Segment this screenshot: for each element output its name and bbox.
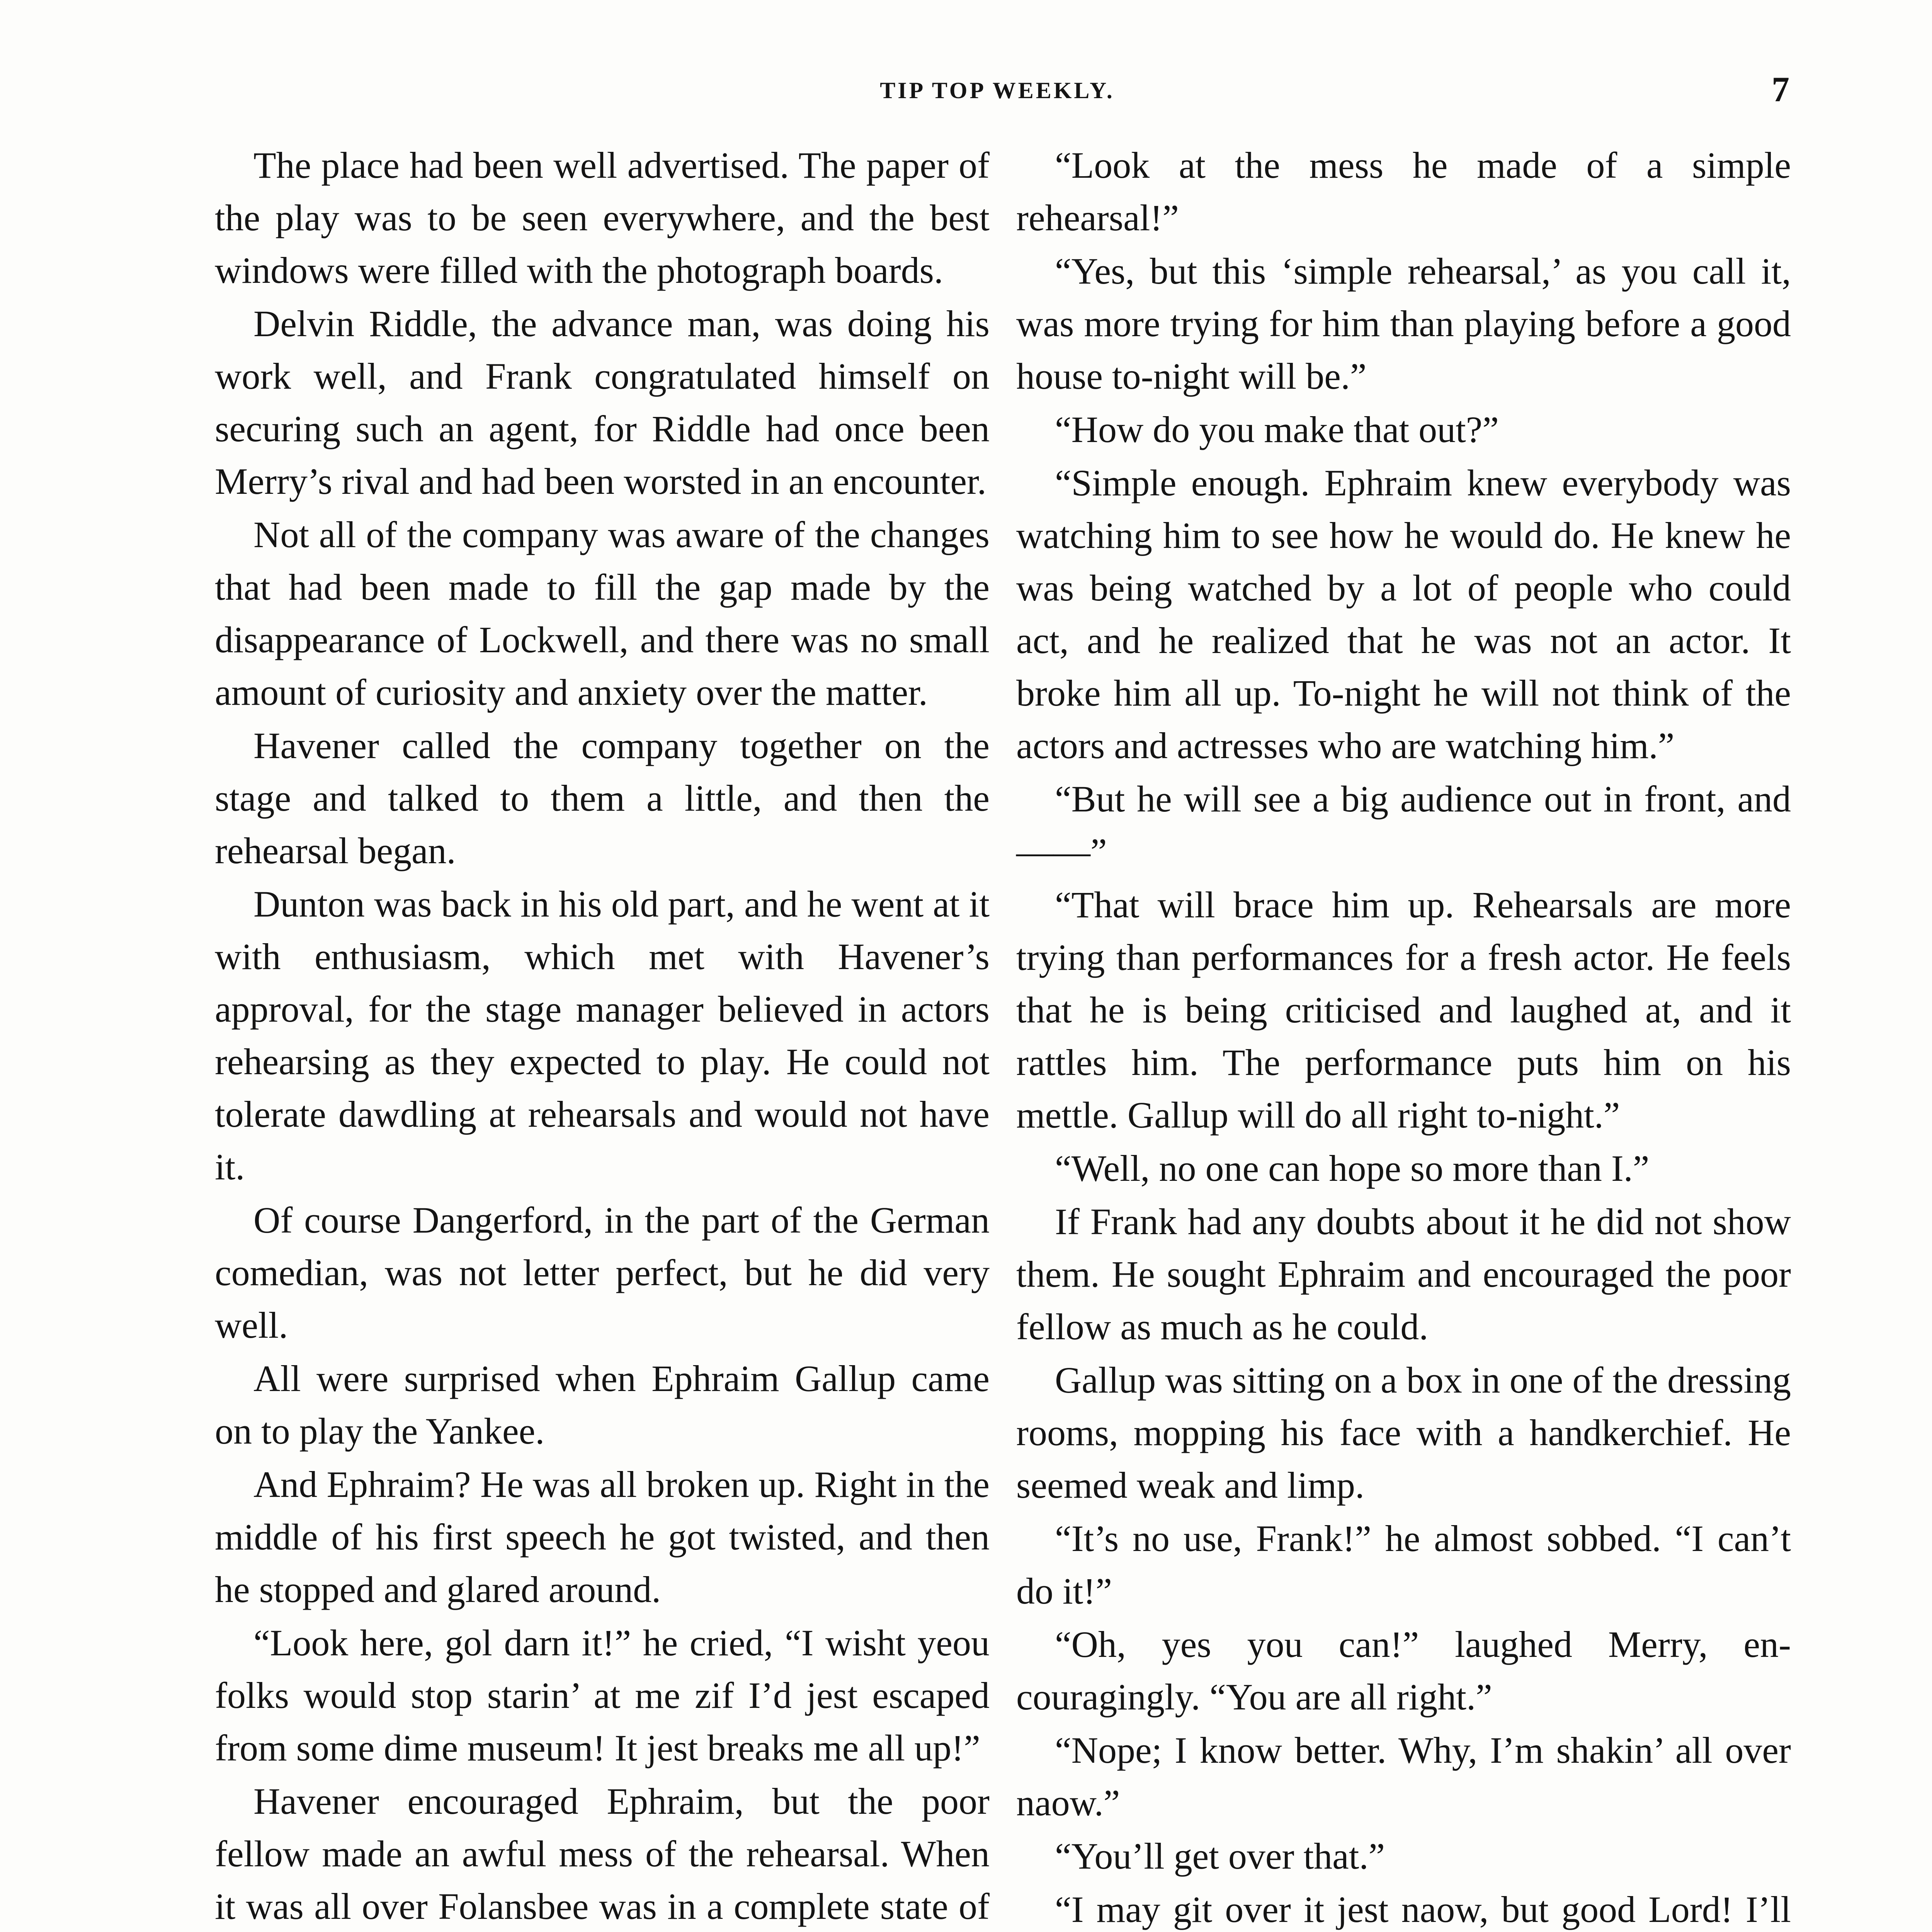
left-column xyxy=(215,139,990,1932)
running-head: TIP TOP WEEKLY. xyxy=(880,78,1115,103)
right-column xyxy=(1016,139,1791,1932)
paragraph: Of course Dangerford, in the part of the German comedian, was not letter perfect, but he did very well. xyxy=(215,1199,990,1346)
paragraph: “That will brace him up. Rehearsals are more trying than performances for a fresh actor. He feels that he is being criticised and laughed at, and it rattles him. The performance puts him on his mettle. Gallup will do all right to-night.” xyxy=(1016,884,1791,1136)
paragraph: “Well, no one can hope so more than I.” xyxy=(1055,1148,1650,1189)
paragraph: “Look here, gol darn it!” he cried, “I wisht yeou folks would stop starin’ at me zif I’d jest escaped from some dime museum! It jest breaks me all up!” xyxy=(215,1622,990,1769)
paragraph: “Oh, yes you can!” laughed Merry, encouragingly. “You are all right.” xyxy=(1016,1624,1791,1718)
paragraph: “But he will see a big audience out in front, and——” xyxy=(1016,778,1791,872)
paragraph: “I may git over it jest naow, but good Lord! I’ll xyxy=(1055,1889,1791,1930)
paragraph: The place had been well advertised. The paper of the play was to be seen everywhere, and the best windows were filled with the photograph boards. xyxy=(215,145,990,291)
paragraph: And Ephraim? He was all broken up. Right in the middle of his first speech he got twisted, and then he stopped and glared around. xyxy=(215,1464,990,1610)
paragraph: “You’ll get over that.” xyxy=(1055,1835,1385,1877)
page-number: 7 xyxy=(1772,70,1789,109)
paragraph: Dunton was back in his old part, and he went at it with enthusiasm, which met with Havener’s approval, for the stage manager believed in actors rehearsing as they expected to play. He could not tolerate dawdling at rehearsals and would not have it. xyxy=(215,883,990,1187)
paragraph: If Frank had any doubts about it he did not show them. He sought Ephraim and encouraged the poor fellow as much as he could. xyxy=(1016,1201,1791,1347)
paragraph: “Nope; I know better. Why, I’m shakin’ all over naow.” xyxy=(1016,1730,1791,1823)
paragraph: Gallup was sitting on a box in one of the dressing rooms, mopping his face with a handkerchief. He seemed weak and limp. xyxy=(1016,1359,1791,1506)
paragraph: “Yes, but this ‘simple rehearsal,’ as you call it, was more trying for him than playing before a good house to-night will be.” xyxy=(1016,250,1791,397)
paragraph: Not all of the company was aware of the changes that had been made to fill the gap made by the disappearance of Lockwell, and there was no small amount of curiosity and anxiety over the matter. xyxy=(215,514,990,713)
paragraph: Delvin Riddle, the advance man, was doing his work well, and Frank congratulated himself on securing such an agent, for Riddle had once been Merry’s rival and had been worsted in an encounter. xyxy=(215,303,990,502)
paragraph: Havener called the company together on the stage and talked to them a little, and then the rehearsal began. xyxy=(215,725,990,871)
paragraph: “How do you make that out?” xyxy=(1055,409,1499,450)
paragraph: “Look at the mess he made of a simple rehearsal!” xyxy=(1016,145,1791,238)
paragraph: “Simple enough. Ephraim knew everybody was watching him to see how he would do. He knew he was being watched by a lot of people who could act, and he realized that he was not an actor. It broke him all up. To-night he will not think of the actors and actresses who are watching him.” xyxy=(1016,462,1791,766)
paragraph: All were surprised when Ephraim Gallup came on to play the Yankee. xyxy=(215,1358,990,1452)
paragraph: “It’s no use, Frank!” he almost sobbed. “I can’t do it!” xyxy=(1016,1518,1791,1612)
paragraph: Havener encouraged Ephraim, but the poor fellow made an awful mess of the rehearsal. When it was all over Folansbee was in a complete state of xyxy=(215,1781,990,1927)
